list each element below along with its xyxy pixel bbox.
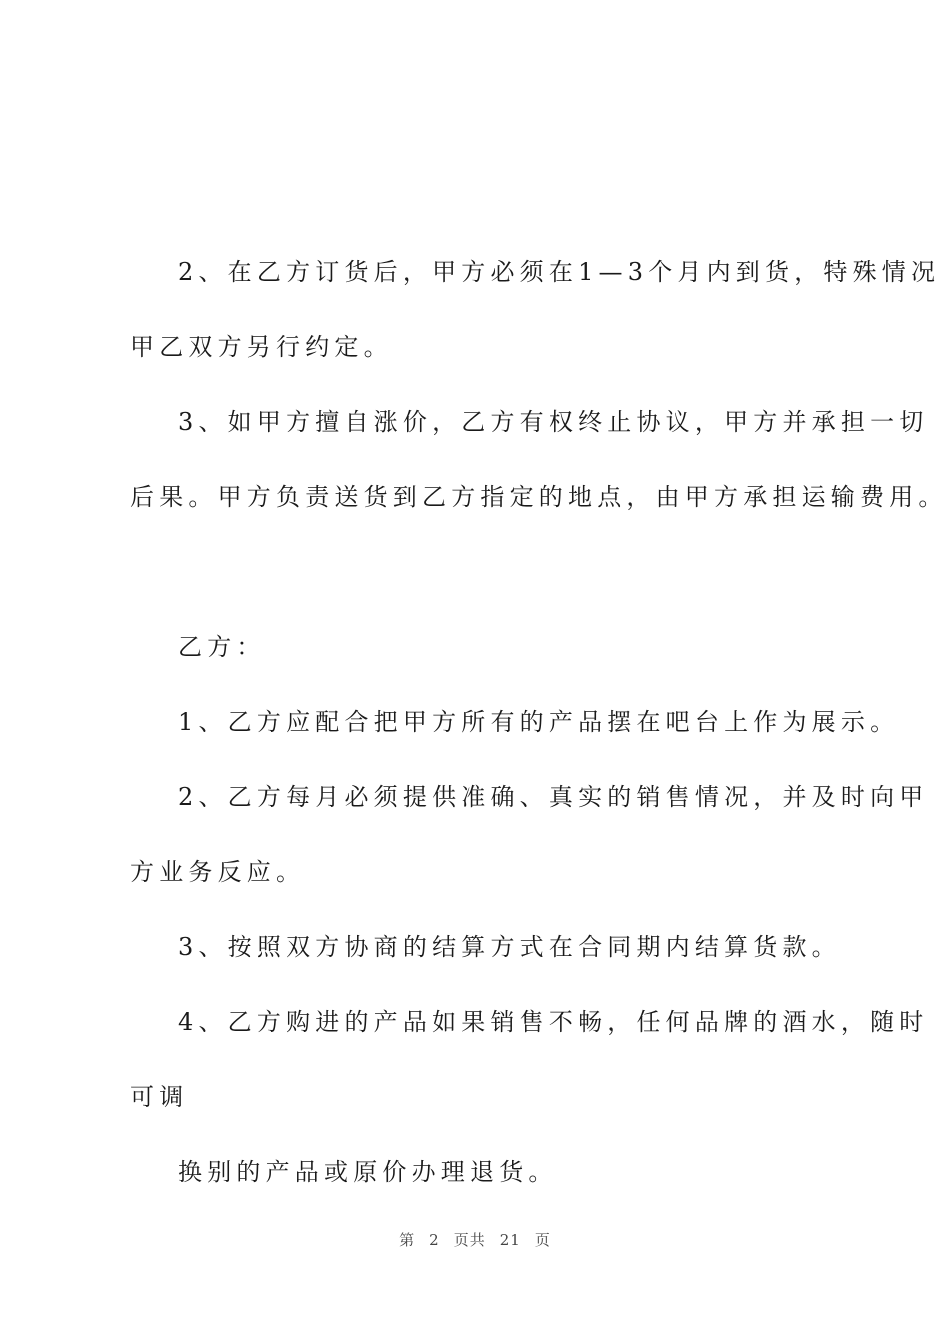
paragraph-line: 3、如甲方擅自涨价，乙方有权终止协议，甲方并承担一切	[178, 408, 929, 436]
paragraph-line: 3、按照双方协商的结算方式在合同期内结算货款。	[178, 933, 841, 961]
paragraph-line: 甲乙双方另行约定。	[130, 333, 393, 361]
footer-total-pages: 21	[499, 1231, 521, 1249]
footer-middle: 页共	[453, 1231, 486, 1249]
section-heading: 乙方：	[178, 633, 266, 661]
paragraph-line: 4、乙方购进的产品如果销售不畅，任何品牌的酒水，随时	[178, 1008, 929, 1036]
paragraph-line: 方业务反应。	[130, 858, 306, 886]
paragraph-line: 2、乙方每月必须提供准确、真实的销售情况，并及时向甲	[178, 783, 929, 811]
paragraph-line: 1、乙方应配合把甲方所有的产品摆在吧台上作为展示。	[178, 708, 900, 736]
footer-suffix: 页	[534, 1231, 551, 1249]
paragraph-line: 换别的产品或原价办理退货。	[178, 1158, 558, 1186]
footer-page-number: 2	[429, 1231, 440, 1249]
page-footer	[0, 1229, 950, 1250]
paragraph-line: 可调	[130, 1083, 189, 1111]
paragraph-line: 2、在乙方订货后，甲方必须在1—3个月内到货，特殊情况	[178, 258, 941, 286]
footer-prefix: 第	[399, 1231, 416, 1249]
paragraph-line: 后果。甲方负责送货到乙方指定的地点，由甲方承担运输费用。	[130, 483, 948, 511]
